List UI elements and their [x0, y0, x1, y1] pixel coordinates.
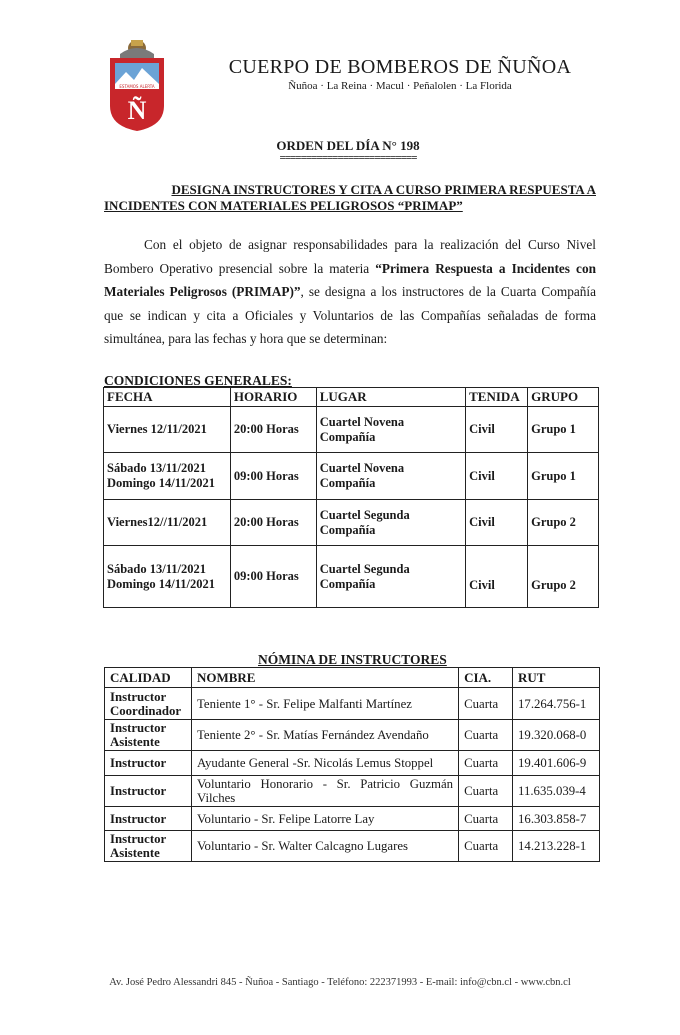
cell-lugar: Cuartel Segunda Compañía — [316, 546, 465, 608]
cell-horario: 09:00 Horas — [230, 453, 316, 500]
instructors-title: NÓMINA DE INSTRUCTORES — [258, 652, 447, 667]
table-row — [104, 453, 599, 500]
table-row — [105, 720, 600, 751]
cell-calidad: Instructor — [105, 776, 192, 807]
cell-fecha: Sábado 13/11/2021 Domingo 14/11/2021 — [104, 546, 231, 608]
cell-horario: 20:00 Horas — [230, 407, 316, 453]
cell-nombre: Voluntario - Sr. Felipe Latorre Lay — [191, 807, 458, 831]
conditions-table — [103, 387, 599, 608]
subject-line-2: INCIDENTES CON MATERIALES PELIGROSOS “PRIMAP” — [104, 198, 463, 213]
table-row — [105, 807, 600, 831]
cell-calidad: Instructor — [105, 751, 192, 776]
cell-fecha: Viernes12//11/2021 — [104, 500, 231, 546]
cell-tenida: Civil — [466, 453, 528, 500]
header-rut: RUT — [513, 668, 600, 688]
cell-calidad: Instructor — [105, 807, 192, 831]
body-paragraph — [104, 233, 596, 351]
instructors-table — [104, 667, 600, 862]
cell-rut: 19.401.606-9 — [513, 751, 600, 776]
instructors-header-row — [105, 668, 600, 688]
body-text-part-2: , se designa a los instructores de la Cuarta Compañía que se indican y cita a Oficiales y Voluntarios de las Compañías señaladas de forma simultánea, para las fechas y hora que se determinan: — [104, 284, 597, 346]
cell-lugar: Cuartel Novena Compañía — [316, 453, 465, 500]
header-horario: HORARIO — [230, 388, 316, 407]
cell-grupo: Grupo 1 — [528, 407, 599, 453]
cell-grupo: Grupo 2 — [528, 546, 599, 608]
table-row — [104, 546, 599, 608]
header-tenida: TENIDA — [466, 388, 528, 407]
cell-horario: 09:00 Horas — [230, 546, 316, 608]
order-title-rule: ========================== — [279, 152, 417, 164]
cell-cia: Cuarta — [459, 720, 513, 751]
cell-grupo: Grupo 2 — [528, 500, 599, 546]
cell-rut: 11.635.039-4 — [513, 776, 600, 807]
cell-grupo: Grupo 1 — [528, 453, 599, 500]
cell-nombre: Voluntario - Sr. Walter Calcagno Lugares — [191, 831, 458, 862]
cell-cia: Cuarta — [459, 751, 513, 776]
cell-nombre: Teniente 2° - Sr. Matías Fernández Avendaño — [191, 720, 458, 751]
header-calidad: CALIDAD — [105, 668, 192, 688]
cell-tenida: Civil — [466, 500, 528, 546]
header-fecha: FECHA — [104, 388, 231, 407]
order-title: ORDEN DEL DÍA N° 198 — [276, 138, 420, 153]
conditions-header-row — [104, 388, 599, 407]
cell-nombre: Voluntario Honorario - Sr. Patricio Guzmán Vilches — [191, 776, 458, 807]
organization-name: CUERPO DE BOMBEROS DE ÑUÑOA — [228, 56, 572, 78]
cell-calidad: Instructor Coordinador — [105, 688, 192, 720]
cell-rut: 14.213.228-1 — [513, 831, 600, 862]
body-text-part-1: Con el objeto de asignar responsabilidades para la realización del Curso Nivel Bombero Operativo presencial sobre la materia — [104, 237, 596, 276]
conditions-title: CONDICIONES GENERALES: — [104, 373, 292, 388]
cell-lugar: Cuartel Novena Compañía — [316, 407, 465, 453]
table-row — [104, 407, 599, 453]
table-row — [105, 751, 600, 776]
cell-cia: Cuarta — [459, 776, 513, 807]
cell-cia: Cuarta — [459, 807, 513, 831]
table-row — [105, 776, 600, 807]
fire-department-logo — [106, 36, 168, 132]
cell-fecha: Viernes 12/11/2021 — [104, 407, 231, 453]
header-nombre: NOMBRE — [191, 668, 458, 688]
cell-nombre: Teniente 1° - Sr. Felipe Malfanti Martínez — [191, 688, 458, 720]
header-cia: CIA. — [459, 668, 513, 688]
table-row — [105, 831, 600, 862]
cell-tenida: Civil — [466, 546, 528, 608]
logo-letter: Ñ — [127, 96, 147, 125]
cell-rut: 19.320.068-0 — [513, 720, 600, 751]
page-footer: Av. José Pedro Alessandri 845 - Ñuñoa - Santiago - Teléfono: 222371993 - E-mail: info@cbn.cl - www.cbn.cl — [109, 977, 571, 988]
cell-rut: 16.303.858-7 — [513, 807, 600, 831]
cell-nombre: Ayudante General -Sr. Nicolás Lemus Stoppel — [191, 751, 458, 776]
organization-communes: Ñuñoa · La Reina · Macul · Peñalolen · La Florida — [288, 80, 512, 92]
cell-cia: Cuarta — [459, 831, 513, 862]
cell-rut: 17.264.756-1 — [513, 688, 600, 720]
cell-calidad: Instructor Asistente — [105, 720, 192, 751]
body-text-course-name: “Primera Respuesta a Incidentes con Materiales Peligrosos (PRIMAP)” — [104, 260, 596, 299]
table-row — [104, 500, 599, 546]
cell-tenida: Civil — [466, 407, 528, 453]
cell-cia: Cuarta — [459, 688, 513, 720]
logo-motto: ESTAMOS ALERTA — [119, 84, 155, 89]
order-subject — [104, 182, 596, 214]
cell-horario: 20:00 Horas — [230, 500, 316, 546]
header-grupo: GRUPO — [528, 388, 599, 407]
header-lugar: LUGAR — [316, 388, 465, 407]
cell-calidad: Instructor Asistente — [105, 831, 192, 862]
cell-fecha: Sábado 13/11/2021 Domingo 14/11/2021 — [104, 453, 231, 500]
subject-line-1: DESIGNA INSTRUCTORES Y CITA A CURSO PRIMERA RESPUESTA A — [171, 182, 596, 197]
cell-lugar: Cuartel Segunda Compañía — [316, 500, 465, 546]
table-row — [105, 688, 600, 720]
